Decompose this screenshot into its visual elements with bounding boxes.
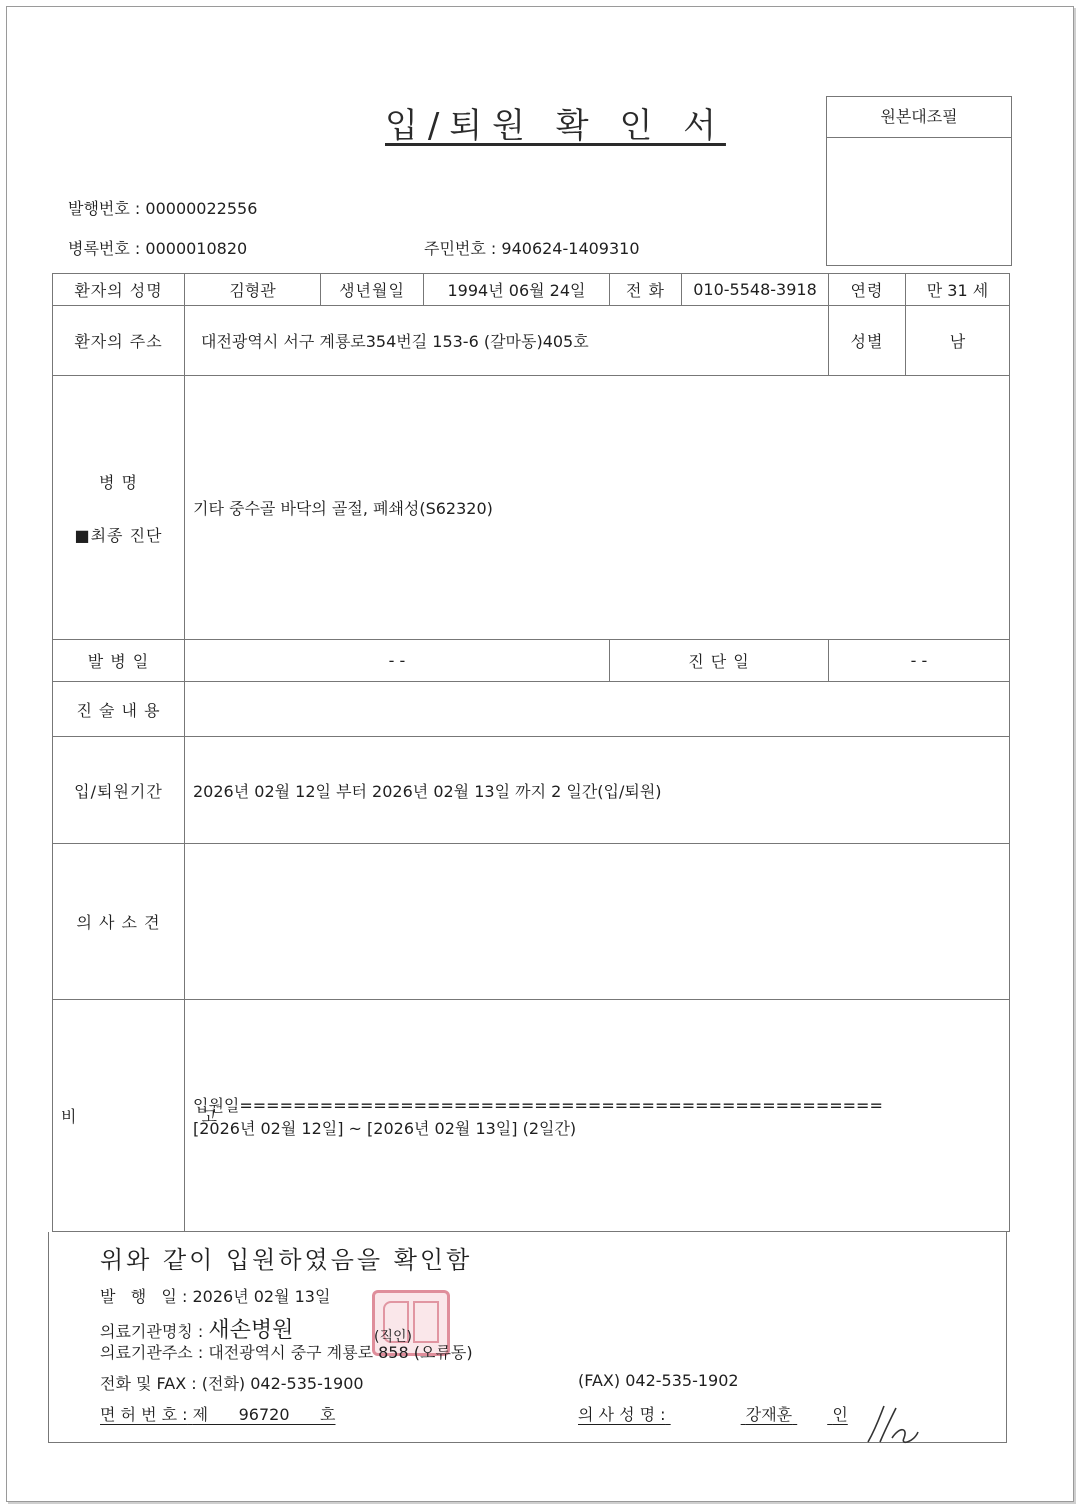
original-verification-box [826, 96, 1012, 266]
fax-number: (FAX) 042-535-1902 [578, 1371, 739, 1390]
seal-text: (직인) [374, 1329, 412, 1345]
certificate-table [52, 273, 1010, 1232]
hospital-address-label: 의료기관주소 : [100, 1343, 204, 1362]
license-label: 면 허 번 호 : [100, 1405, 188, 1424]
issue-date: 2026년 02월 13일 [192, 1287, 331, 1306]
opinion-label: 의 사 소 견 [53, 844, 185, 1000]
record-number-value: 0000010820 [145, 239, 248, 258]
phone-number: 010-5548-3918 [682, 274, 829, 306]
doctor-row [578, 1402, 848, 1425]
hospital-address-row [100, 1340, 473, 1363]
diagnosis-date-value: - - [829, 640, 1010, 682]
verification-box-header: 원본대조필 [827, 97, 1011, 138]
record-number-label: 병록번호 : [68, 239, 141, 258]
age-label: 연령 [829, 274, 906, 306]
resident-number-value: 940624-1409310 [501, 239, 640, 258]
confirmation-statement: 위와 같이 입원하였음을 확인함 [100, 1246, 473, 1274]
diagnosis-date-label: 진 단 일 [610, 640, 829, 682]
license-row [100, 1402, 336, 1425]
license-number: 제 96720 호 [192, 1405, 336, 1424]
tel-number: (전화) 042-535-1900 [201, 1374, 364, 1393]
birth-date: 1994년 06월 24일 [424, 274, 610, 306]
patient-address: 대전광역시 서구 계룡로354번길 153-6 (갈마동)405호 [185, 306, 829, 376]
remarks-label: 비 고 [53, 1000, 185, 1232]
sex-label: 성별 [829, 306, 906, 376]
diagnosis-value: 기타 중수골 바닥의 골절, 폐쇄성(S62320) [185, 376, 1010, 640]
document-title: 입/퇴원 확 인 서 [385, 106, 726, 146]
doctor-signature [862, 1398, 922, 1450]
onset-value: - - [185, 640, 610, 682]
onset-label: 발 병 일 [53, 640, 185, 682]
statement-value [185, 682, 1010, 737]
age-value: 만 31 세 [906, 274, 1010, 306]
opinion-value [185, 844, 1010, 1000]
hospital-address: 대전광역시 중구 계룡로 858 (오류동) [208, 1343, 473, 1362]
doctor-name: 강재훈 [745, 1405, 793, 1424]
remarks-line-2: [2026년 02월 12일] ~ [2026년 02월 13일] (2일간) [193, 1118, 577, 1138]
record-number [68, 236, 247, 259]
patient-name-label: 환자의 성명 [53, 274, 185, 306]
sex-value: 남 [906, 306, 1010, 376]
statement-label: 진 술 내 용 [53, 682, 185, 737]
tel-row [100, 1371, 364, 1394]
remarks-cell [185, 1000, 1010, 1232]
remarks-line-1: 입원일================================================ [193, 1095, 883, 1115]
doctor-label: 의 사 성 명 : [578, 1405, 666, 1424]
issue-number-label: 발행번호 : [68, 199, 141, 218]
period-value: 2026년 02월 12일 부터 2026년 02월 13일 까지 2 일간(입/퇴원) [185, 737, 1010, 844]
issue-date-label: 발 행 일 : [100, 1287, 188, 1306]
tel-label: 전화 및 FAX : [100, 1374, 197, 1393]
period-label: 입/퇴원기간 [53, 737, 185, 844]
issue-number-value: 00000022556 [145, 199, 258, 218]
address-label: 환자의 주소 [53, 306, 185, 376]
doctor-seal-suffix: 인 [832, 1405, 848, 1424]
hospital-label: 의료기관명칭 : [100, 1322, 204, 1341]
phone-label: 전 화 [610, 274, 682, 306]
issue-number [68, 196, 257, 219]
resident-number-label: 주민번호 : [424, 239, 497, 258]
final-diagnosis-label: ■최종 진단 [74, 525, 163, 545]
birth-label: 생년월일 [321, 274, 424, 306]
diagnosis-label-cell [53, 376, 185, 640]
issue-date-row [100, 1284, 330, 1307]
hospital-name: 새손병원 [208, 1318, 294, 1343]
diagnosis-label: 병 명 [99, 472, 138, 492]
patient-name: 김형관 [185, 274, 321, 306]
resident-number [424, 236, 640, 259]
